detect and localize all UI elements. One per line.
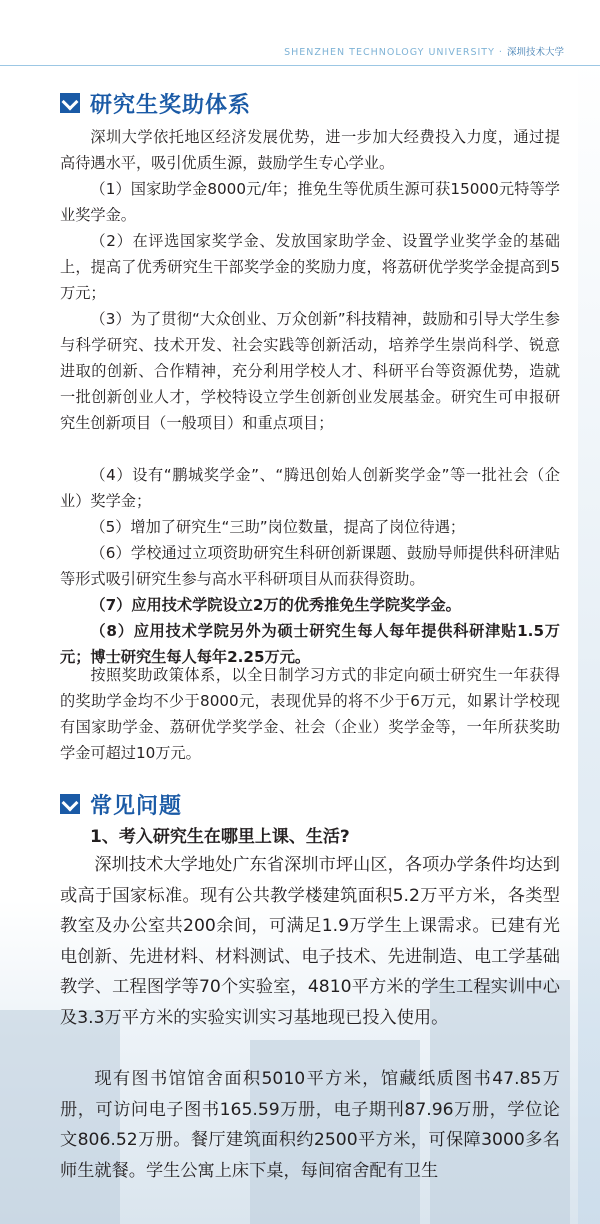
page-header — [284, 44, 564, 58]
section-title-text: 常见问题 — [90, 793, 183, 819]
section-title-scholarship — [60, 88, 251, 118]
paragraph-item-3: （3）为了贯彻“大众创业、万众创新”科技精神，鼓励和引导大学生参与科学研究、技术开发、社会实践等创新活动，培养学生崇尚科学、锐意进取的创新、合作精神，充分利用学校人才、科研平台等资源优势，造就一批创新创业人才，学校特设立学生创新创业发展基金。研究生可申报研究生创新项目（一般项目）和重点项目； — [60, 310, 560, 432]
paragraph-item-1: （1）国家助学金8000元/年；推免生等优质生源可获15000元特等学业奖学金。 — [60, 180, 560, 224]
header-rule — [0, 65, 600, 66]
university-name-en: SHENZHEN TECHNOLOGY UNIVERSITY — [284, 47, 495, 58]
paragraph-item-2: （2）在评选国家奖学金、发放国家助学金、设置学业奖学金的基础上，提高了优秀研究生干部奖学金的奖励力度，将荔研优学奖学金提高到5万元； — [60, 232, 560, 302]
faq-question-1: 1、考入研究生在哪里上课、生活? — [90, 827, 350, 847]
paragraph-item-8: （8）应用技术学院另外为硕士研究生每人每年提供科研津贴1.5万元；博士研究生每人每年2.25万元。 — [60, 622, 560, 666]
paragraph-item-4: （4）设有“鹏城奖学金”、“腾迅创始人创新奖学金”等一批社会（企业）奖学金； — [60, 466, 560, 510]
paragraph-item-5: （5）增加了研究生“三助”岗位数量，提高了岗位待遇； — [90, 518, 466, 536]
paragraph-intro: 深圳大学依托地区经济发展优势，进一步加大经费投入力度，通过提高待遇水平，吸引优质生源，鼓励学生专心学业。 — [60, 128, 560, 172]
checkmark-icon — [60, 93, 80, 113]
paragraph-item-7: （7）应用技术学院设立2万的优秀推免生学院奖学金。 — [90, 596, 461, 614]
decorative-side-strip — [578, 60, 600, 1224]
university-name-cn: 深圳技术大学 — [506, 47, 564, 58]
faq-answer-paragraph-1: 深圳技术大学地处广东省深圳市坪山区，各项办学条件均达到或高于国家标准。现有公共教学楼建筑面积5.2万平方米，各类型教室及办公室共200余间，可满足1.9万学生上课需求。已建有光电创新、先进材料、材料测试、电子技术、先进制造、电工学基础教学、工程图学等70个实验室，4810平方米的学生工程实训中心及3.3万平方米的实验实训实习基地现已投入使用。 — [60, 855, 560, 1028]
header-separator: · — [498, 47, 503, 58]
checkmark-icon — [60, 794, 80, 814]
paragraph-summary: 按照奖助政策体系，以全日制学习方式的非定向硕士研究生一年获得的奖助学金均不少于8000元，表现优异的将不少于6万元，如累计学校现有国家助学金、荔研优学奖学金、社会（企业）奖学金等，一年所获奖助学金可超过10万元。 — [60, 666, 560, 762]
paragraph-item-6: （6）学校通过立项资助研究生科研创新课题、鼓励导师提供科研津贴等形式吸引研究生参与高水平科研项目从而获得资助。 — [60, 544, 560, 588]
faq-answer-paragraph-2: 现有图书馆馆舍面积5010平方米，馆藏纸质图书47.85万册，可访问电子图书165.59万册，电子期刊87.96万册，学位论文806.52万册。餐厅建筑面积约2500平方米，可保障3000多名师生就餐。学生公寓上床下桌，每间宿舍配有卫生 — [60, 1069, 560, 1181]
section-title-text: 研究生奖助体系 — [90, 92, 252, 118]
section-title-faq — [60, 789, 182, 819]
